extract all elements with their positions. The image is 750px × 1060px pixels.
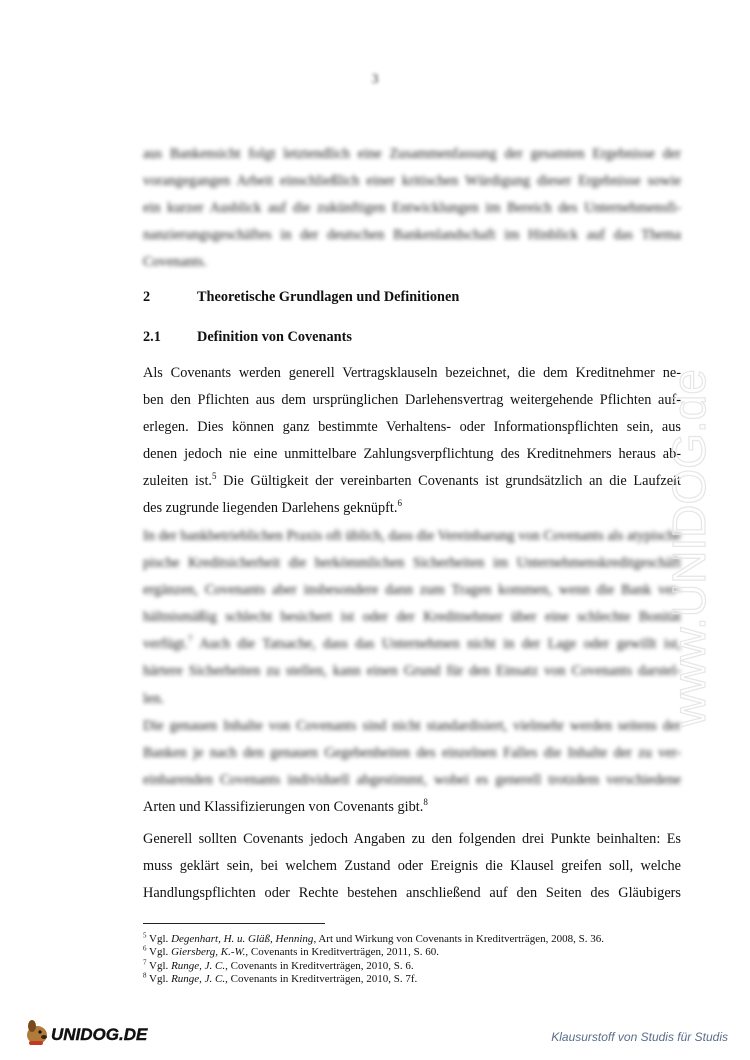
footnote-text: Vgl. bbox=[146, 933, 172, 945]
text-line bbox=[143, 794, 681, 821]
footnote-number: 7 bbox=[143, 957, 147, 966]
footnote-text: , Covenants in Kreditverträgen, 2010, S. 6. bbox=[225, 959, 414, 972]
footer-slogan: Klausurstoff von Studis für Studis bbox=[551, 1030, 728, 1044]
text-line bbox=[143, 468, 681, 495]
footnote-text: , Covenants in Kreditverträgen, 2011, S. 60. bbox=[245, 946, 440, 959]
watermark-text: www.UNIDOG.de bbox=[663, 369, 715, 727]
text-line: denen jedoch nie eine unmittelbare Zahlungsverpflichtung des Kreditnehmers heraus ab- bbox=[143, 446, 681, 463]
footnote bbox=[143, 973, 703, 986]
footnote bbox=[143, 957, 703, 973]
footnote-number: 8 bbox=[143, 971, 147, 980]
paragraph-practice bbox=[143, 523, 681, 713]
logo-text: UNIDOG.DE bbox=[51, 1025, 148, 1044]
heading-number: 2.1 bbox=[143, 329, 161, 345]
unidog-logo[interactable] bbox=[23, 1017, 153, 1047]
text-line: Die genauen Inhalte von Covenants sind nicht standardisiert, vielmehr werden seitens der bbox=[143, 718, 681, 734]
footnote-marker: 8 bbox=[423, 797, 428, 808]
footnote-author: Runge, J. C. bbox=[171, 959, 226, 972]
page-number: 3 bbox=[371, 72, 379, 87]
heading-title: Theoretische Grundlagen und Definitionen bbox=[197, 289, 460, 305]
text-fragment: des zugrunde liegenden Darlehens geknüpft. bbox=[143, 500, 398, 517]
section-heading-2-1 bbox=[143, 329, 352, 346]
text-fragment: Die Gültigkeit der vereinbarten Covenants ist grundsätzlich an die Laufzeit bbox=[216, 473, 681, 490]
watermark bbox=[661, 282, 721, 732]
paragraph-contents-clear bbox=[143, 794, 681, 821]
paragraph-three-points bbox=[143, 826, 681, 907]
heading-number: 2 bbox=[143, 289, 151, 305]
text-line: pische Kreditsicherheit die herkömmlichen Sicherheiten im Unternehmenskreditgeschäft bbox=[143, 555, 681, 572]
text-line: ben den Pflichten aus dem ursprünglichen Darlehensvertrag weitergehende Pflichten auf- bbox=[143, 392, 681, 409]
text-fragment: zuleiten ist. bbox=[143, 473, 213, 490]
footnote-text: Vgl. bbox=[146, 946, 172, 959]
text-fragment: verfügt. bbox=[143, 636, 188, 653]
text-line: Banken je nach den genauen Gegebenheiten des einzelnen Falles die Inhalte der zu ver- bbox=[143, 745, 681, 762]
text-line: len. bbox=[143, 690, 165, 707]
footnote-list bbox=[143, 933, 703, 986]
text-line: ergänzen, Covenants aber insbesondere dann zum Tragen kommen, wenn die Bank ver- bbox=[143, 582, 681, 599]
text-line bbox=[143, 631, 681, 658]
text-fragment: Auch die Tatsache, dass das Unternehmen nicht in der Lage oder gewillt ist, bbox=[192, 636, 681, 653]
text-line: hältnismäßig schlecht besichert ist oder der Kreditnehmer über eine schlechte Bonität bbox=[143, 609, 681, 626]
text-line: ein kurzer Ausblick auf die zukünftigen Entwicklungen im Bereich des Unternehmensfi- bbox=[143, 200, 681, 217]
footnote-text: , Covenants in Kreditverträgen, 2010, S. 7f. bbox=[225, 972, 418, 985]
heading-title: Definition von Covenants bbox=[197, 329, 352, 345]
text-line: härtere Sicherheiten zu stellen, kann einen Grund für den Einsatz von Covenants darstel- bbox=[143, 663, 681, 680]
text-line: Covenants. bbox=[143, 254, 207, 271]
text-line: erlegen. Dies können ganz bestimmte Verhaltens- oder Informationspflichten sein, aus bbox=[143, 419, 681, 436]
footnote-marker: 5 bbox=[212, 471, 217, 482]
paragraph-definition bbox=[143, 360, 681, 523]
paragraph-contents-blurred bbox=[143, 713, 681, 794]
footnote-author: Runge, J. C. bbox=[171, 972, 226, 985]
footnote-text: Vgl. bbox=[146, 959, 172, 972]
text-line: vorangegangen Arbeit einschließlich einer kritischen Würdigung dieser Ergebnisse sowie bbox=[143, 173, 681, 190]
footnote bbox=[143, 946, 703, 959]
text-line: muss geklärt sein, bei welchem Zustand oder Ereignis die Klausel greifen soll, welche bbox=[143, 858, 681, 875]
text-line: In der bankbetrieblichen Praxis oft üblich, dass die Vereinbarung von Covenants als atypische bbox=[143, 528, 681, 544]
footnote-marker: 6 bbox=[397, 498, 402, 509]
text-fragment: Arten und Klassifizierungen von Covenants gibt. bbox=[143, 799, 424, 815]
text-line: aus Bankensicht folgt letztendlich eine Zusammenfassung der gesamten Ergebnisse der bbox=[143, 146, 681, 162]
footnote-text: , Art und Wirkung von Covenants in Kreditverträgen, 2008, S. 36. bbox=[313, 933, 604, 945]
text-line: Generell sollten Covenants jedoch Angaben zu den folgenden drei Punkte beinhalten: Es bbox=[143, 831, 681, 847]
text-line bbox=[143, 495, 681, 522]
footnote bbox=[143, 933, 703, 946]
dog-mascot-icon bbox=[27, 1020, 47, 1045]
footnote-author: Degenhart, H. u. Gläß, Henning bbox=[171, 933, 314, 945]
section-heading-2 bbox=[143, 289, 459, 306]
footnote-author: Giersberg, K.-W. bbox=[171, 946, 246, 959]
footnote-divider bbox=[143, 923, 325, 924]
text-line: einbarenden Covenants individuell abgestimmt, wobei es generell trotzdem verschiedene bbox=[143, 772, 681, 789]
footnote-marker: 7 bbox=[187, 634, 193, 645]
text-line: nanzierungsgeschäftes in der deutschen Bankenlandschaft im Hinblick auf das Thema bbox=[143, 227, 681, 244]
text-line: Als Covenants werden generell Vertragsklauseln bezeichnet, die dem Kreditnehmer ne- bbox=[143, 365, 681, 381]
footnote-text: Vgl. bbox=[146, 972, 172, 985]
intro-paragraph bbox=[143, 141, 681, 276]
footnote-number: 6 bbox=[143, 944, 147, 953]
footnote-number: 5 bbox=[143, 931, 147, 940]
text-line: Handlungspflichten oder Rechte bestehen anschließend auf den Seiten des Gläubigers bbox=[143, 885, 681, 902]
